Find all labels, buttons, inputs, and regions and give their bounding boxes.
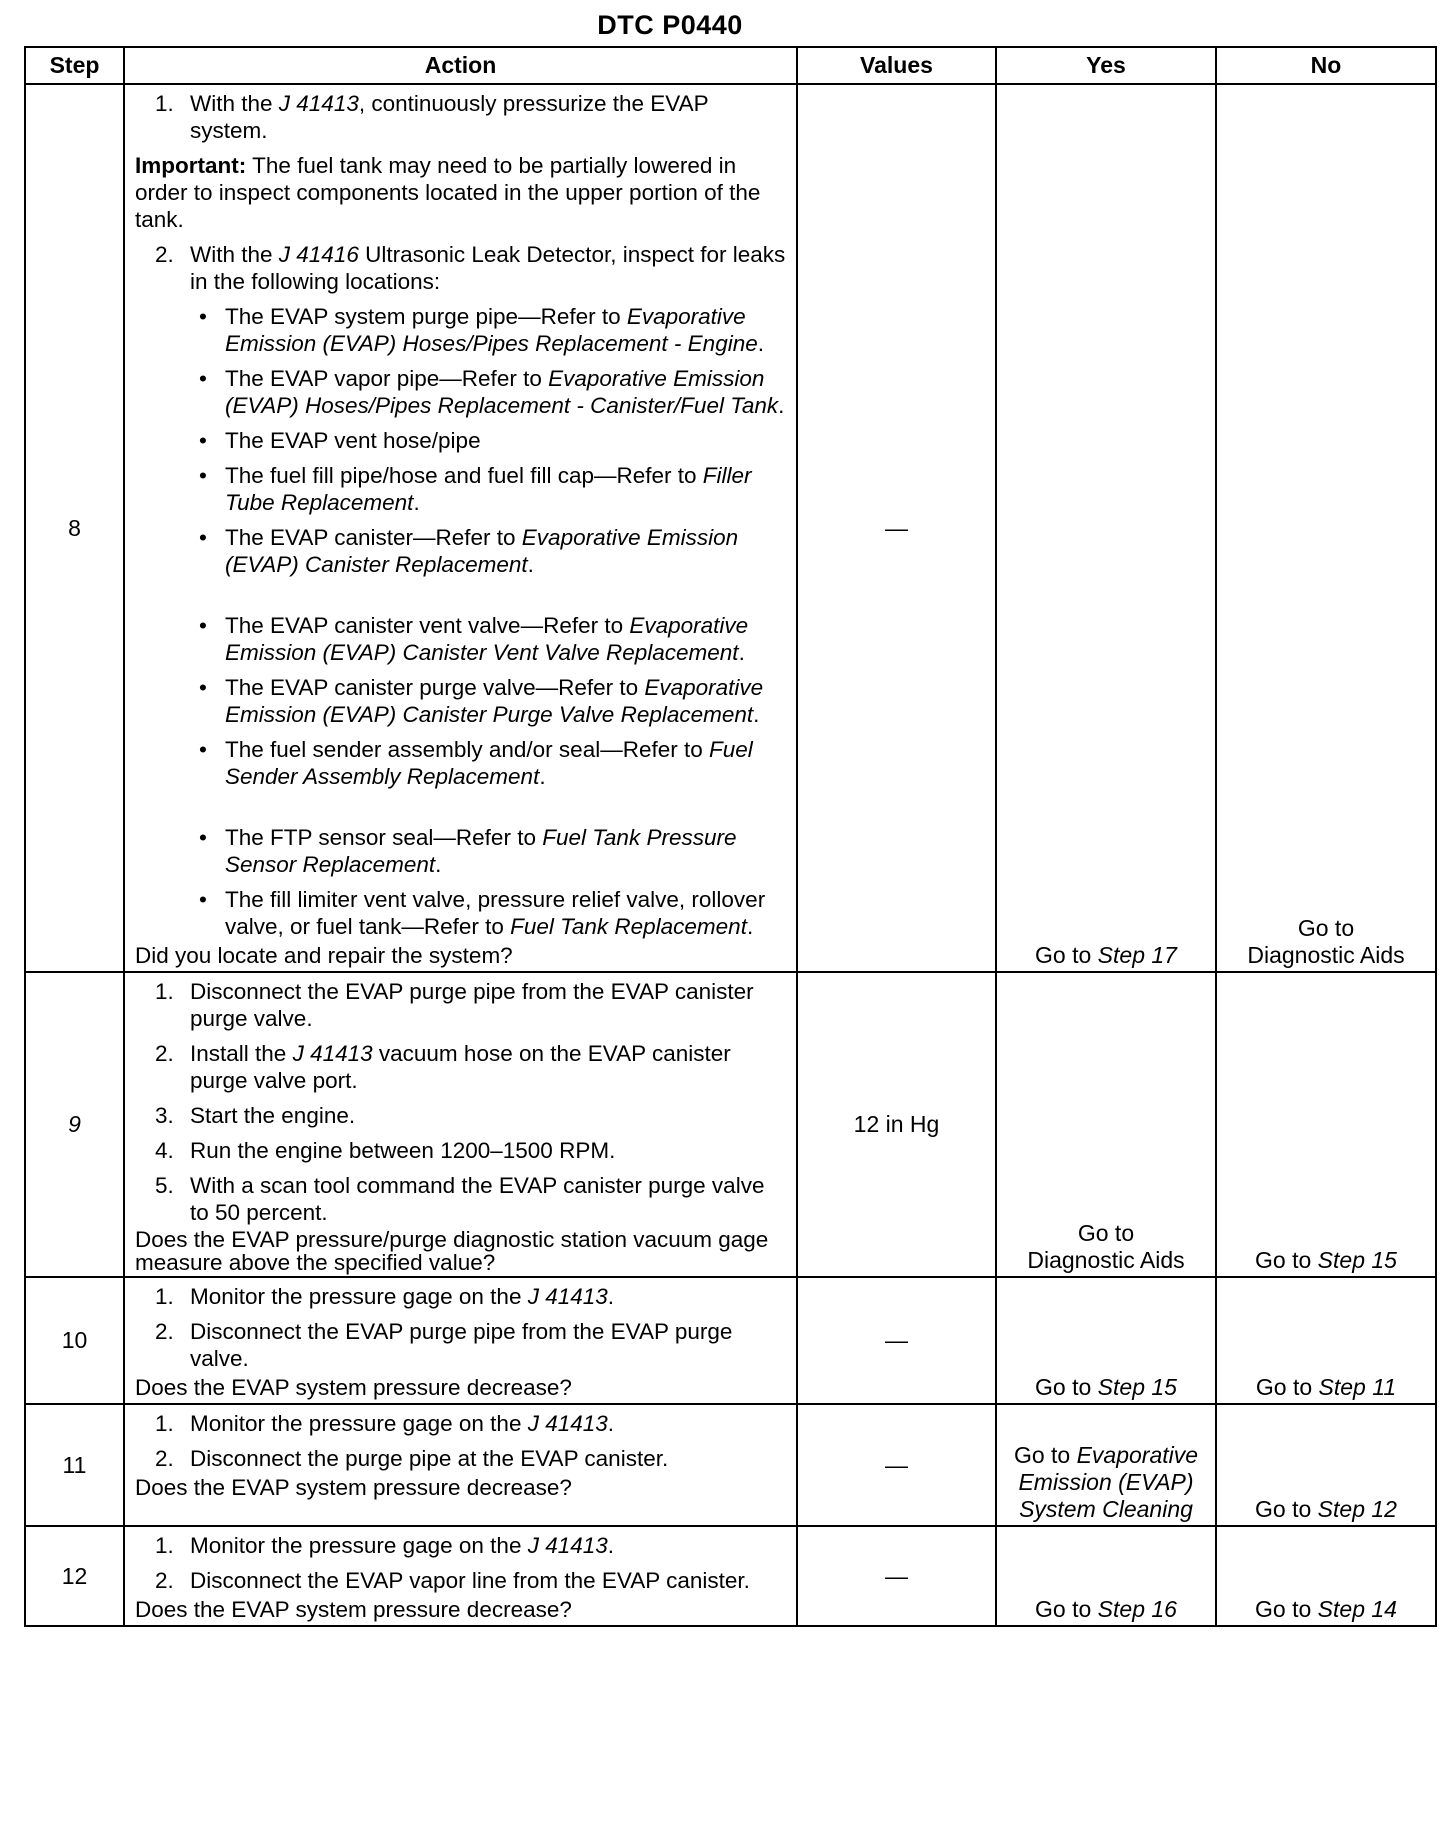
procedure-link[interactable]: Evaporative Emission (EVAP) Hoses/Pipes Replacement - Engine [225,304,758,356]
step-number: 10 [25,1277,124,1404]
list-item: 2. Disconnect the EVAP vapor line from the EVAP canister. [155,1568,750,1593]
list-item: 2. Install the J 41413 vacuum hose on the EVAP canister purge valve port. [155,1041,731,1093]
header-step: Step [25,47,124,84]
bullet-item: • The EVAP system purge pipe—Refer to Evaporative Emission (EVAP) Hoses/Pipes Replacement - Engine. [199,304,765,356]
list-item: 4. Run the engine between 1200–1500 RPM. [155,1138,616,1163]
tool-ref: J 41413 [292,1041,373,1066]
bullet-item: • The EVAP canister—Refer to Evaporative Emission (EVAP) Canister Replacement. [199,525,739,577]
document-title: DTC P0440 [597,10,743,40]
action-cell [124,84,797,972]
list-item: 1. Monitor the pressure gage on the J 41413. [155,1284,615,1309]
question-text: Did you locate and repair the system? [135,943,513,968]
bullet-item: • The EVAP vapor pipe—Refer to Evaporative Emission (EVAP) Hoses/Pipes Replacement - Canister/Fuel Tank. [199,366,785,418]
value-cell: — [797,84,996,972]
action-cell [124,972,797,1277]
list-item: 2. Disconnect the EVAP purge pipe from the EVAP purge valve. [155,1319,733,1371]
procedure-link[interactable]: Filler Tube Replacement [225,463,752,515]
value-cell: — [797,1404,996,1526]
step-number: 9 [25,972,124,1277]
procedure-link[interactable]: Evaporative Emission (EVAP) Canister Replacement [225,525,739,577]
no-cell[interactable]: Go to Step 14 [1216,1526,1436,1626]
header-values: Values [797,47,996,84]
no-cell[interactable]: Go to Diagnostic Aids [1216,84,1436,972]
action-cell [124,1526,797,1626]
bullet-item: • The EVAP canister vent valve—Refer to Evaporative Emission (EVAP) Canister Vent Valve Replacement. [199,613,749,665]
table-row-step-9 [25,972,1436,1277]
table-row-step-10 [25,1277,1436,1404]
question-text: Does the EVAP pressure/purge diagnostic station vacuum gage measure above the specified value? [135,1227,769,1275]
list-item: 5. With a scan tool command the EVAP canister purge valve to 50 percent. [155,1173,765,1225]
tool-ref: J 41413 [527,1533,608,1558]
bullet-item: • The fill limiter vent valve, pressure relief valve, rollover valve, or fuel tank—Refer to Fuel Tank Replacement. [199,887,766,939]
list-item: 2. Disconnect the purge pipe at the EVAP canister. [155,1446,669,1471]
procedure-link[interactable]: Evaporative Emission (EVAP) Hoses/Pipes Replacement - Canister/Fuel Tank [225,366,779,418]
list-item: 3. Start the engine. [155,1103,356,1128]
procedure-link[interactable]: Fuel Tank Pressure Sensor Replacement [225,825,737,877]
yes-cell[interactable]: Go to Evaporative Emission (EVAP) System Cleaning [996,1404,1216,1526]
value-cell: — [797,1277,996,1404]
bullet-item: • The FTP sensor seal—Refer to Fuel Tank Pressure Sensor Replacement. [199,825,737,877]
no-cell[interactable]: Go to Step 12 [1216,1404,1436,1526]
action-cell [124,1277,797,1404]
table-row-step-12 [25,1526,1436,1626]
step-number: 8 [25,84,124,972]
question-text: Does the EVAP system pressure decrease? [135,1597,572,1622]
no-cell[interactable]: Go to Step 11 [1216,1277,1436,1404]
procedure-link[interactable]: Fuel Sender Assembly Replacement [225,737,753,789]
value-cell: 12 in Hg [797,972,996,1277]
yes-cell[interactable]: Go to Step 16 [996,1526,1216,1626]
procedure-link[interactable]: Evaporative Emission (EVAP) Canister Purge Valve Replacement [225,675,764,727]
list-item: 1. With the J 41413, continuously pressurize the EVAP system. [155,91,709,143]
tool-ref: J 41413 [527,1284,608,1309]
list-item: 1. Monitor the pressure gage on the J 41413. [155,1411,615,1436]
bullet-item: • The fuel sender assembly and/or seal—Refer to Fuel Sender Assembly Replacement. [199,737,753,789]
yes-cell[interactable]: Go to Step 17 [996,84,1216,972]
yes-cell[interactable]: Go to Diagnostic Aids [996,972,1216,1277]
list-item: 1. Monitor the pressure gage on the J 41413. [155,1533,615,1558]
yes-cell[interactable]: Go to Step 15 [996,1277,1216,1404]
step-number: 12 [25,1526,124,1626]
bullet-item: • The EVAP vent hose/pipe [199,428,481,453]
tool-ref: J 41413 [278,91,359,116]
table-row-step-8 [25,84,1436,972]
value-cell: — [797,1526,996,1626]
procedure-link[interactable]: Fuel Tank Replacement [510,914,747,939]
bullet-item: • The fuel fill pipe/hose and fuel fill cap—Refer to Filler Tube Replacement. [199,463,752,515]
question-text: Does the EVAP system pressure decrease? [135,1475,572,1500]
bullet-item: • The EVAP canister purge valve—Refer to Evaporative Emission (EVAP) Canister Purge Valve Replacement. [199,675,764,727]
step-number: 11 [25,1404,124,1526]
question-text: Does the EVAP system pressure decrease? [135,1375,572,1400]
procedure-link[interactable]: Evaporative Emission (EVAP) Canister Vent Valve Replacement [225,613,749,665]
header-yes: Yes [996,47,1216,84]
important-note: Important: The fuel tank may need to be partially lowered in order to inspect components located in the upper portion of the tank. [135,153,761,232]
header-row [25,47,1436,84]
header-action: Action [124,47,797,84]
table-row-step-11 [25,1404,1436,1526]
tool-ref: J 41413 [527,1411,608,1436]
action-cell [124,1404,797,1526]
list-item: 2. With the J 41416 Ultrasonic Leak Detector, inspect for leaks in the following locations: [155,242,786,294]
no-cell[interactable]: Go to Step 15 [1216,972,1436,1277]
tool-ref: J 41416 [278,242,359,267]
list-item: 1. Disconnect the EVAP purge pipe from the EVAP canister purge valve. [155,979,754,1031]
header-no: No [1216,47,1436,84]
diagnostic-table [24,46,1437,1627]
